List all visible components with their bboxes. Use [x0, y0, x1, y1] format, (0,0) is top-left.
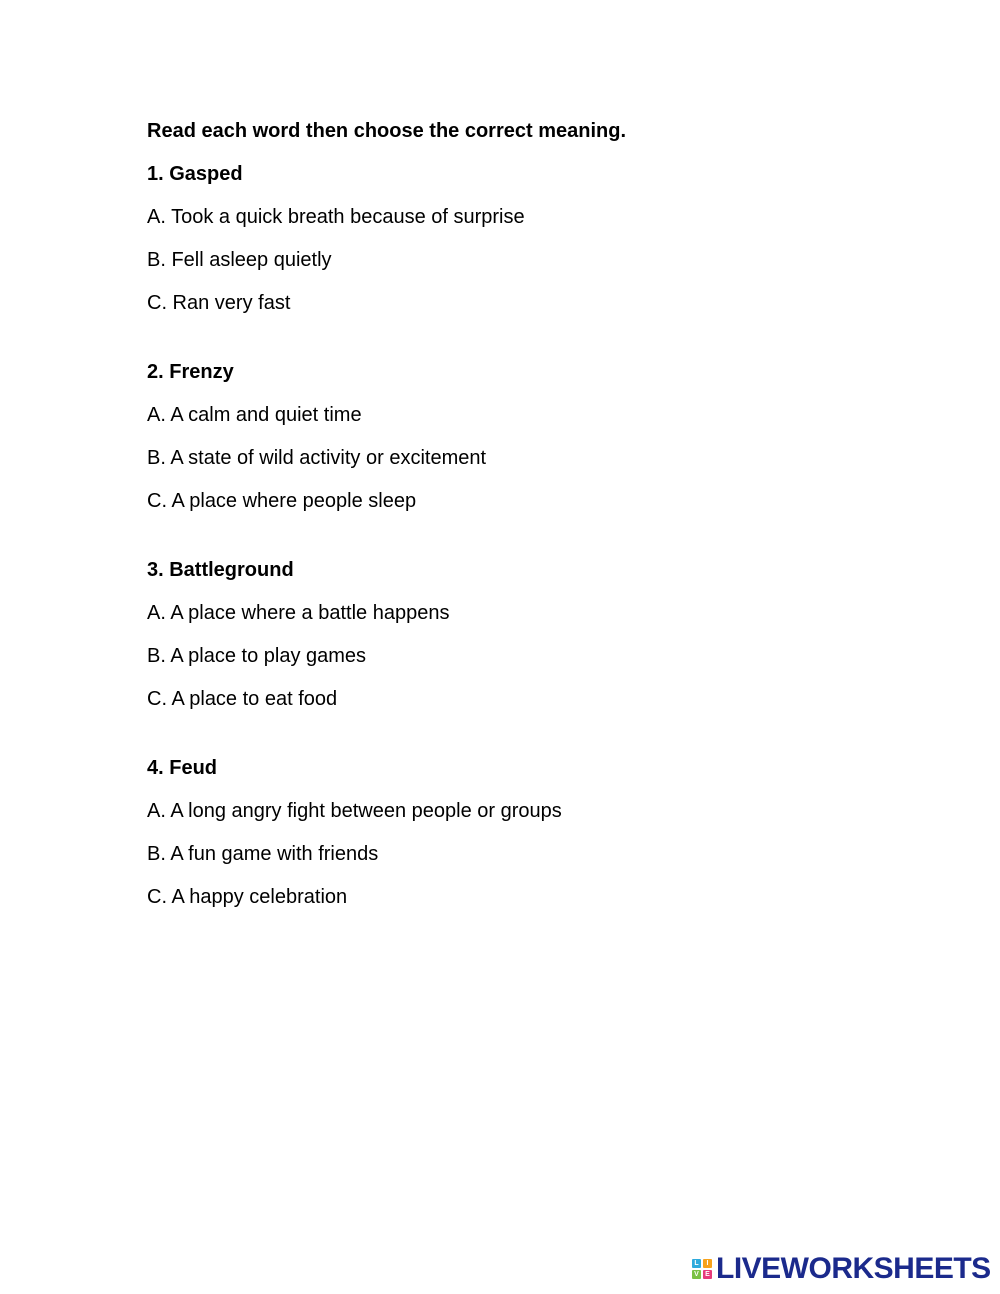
- instruction-text: Read each word then choose the correct meaning.: [147, 120, 627, 142]
- question-3: [147, 557, 907, 712]
- answer-option[interactable]: C. Ran very fast: [147, 292, 291, 314]
- answer-option[interactable]: B. A place to play games: [147, 645, 367, 667]
- logo-tiles-icon: [692, 1259, 712, 1279]
- answer-option[interactable]: A. A long angry fight between people or groups: [147, 800, 562, 822]
- answer-option[interactable]: C. A happy celebration: [147, 886, 348, 908]
- liveworksheets-logo: [692, 1253, 991, 1285]
- logo-tile: V: [692, 1270, 701, 1279]
- question-title: 2. Frenzy: [147, 361, 234, 383]
- logo-text: LIVEWORKSHEETS: [716, 1252, 991, 1285]
- answer-option[interactable]: B. A state of wild activity or excitement: [147, 447, 487, 469]
- answer-option[interactable]: B. Fell asleep quietly: [147, 249, 332, 271]
- logo-tile: L: [692, 1259, 701, 1268]
- answer-option[interactable]: C. A place where people sleep: [147, 490, 417, 512]
- logo-tile: I: [703, 1259, 712, 1268]
- question-1: [147, 161, 907, 316]
- answer-option[interactable]: A. Took a quick breath because of surprise: [147, 206, 525, 228]
- question-title: 3. Battleground: [147, 559, 294, 581]
- logo-tile: E: [703, 1270, 712, 1279]
- answer-option[interactable]: C. A place to eat food: [147, 688, 338, 710]
- question-title: 1. Gasped: [147, 163, 243, 185]
- question-title: 4. Feud: [147, 757, 218, 779]
- worksheet: [147, 118, 907, 953]
- answer-option[interactable]: A. A place where a battle happens: [147, 602, 450, 624]
- answer-option[interactable]: B. A fun game with friends: [147, 843, 379, 865]
- question-4: [147, 755, 907, 910]
- answer-option[interactable]: A. A calm and quiet time: [147, 404, 362, 426]
- question-2: [147, 359, 907, 514]
